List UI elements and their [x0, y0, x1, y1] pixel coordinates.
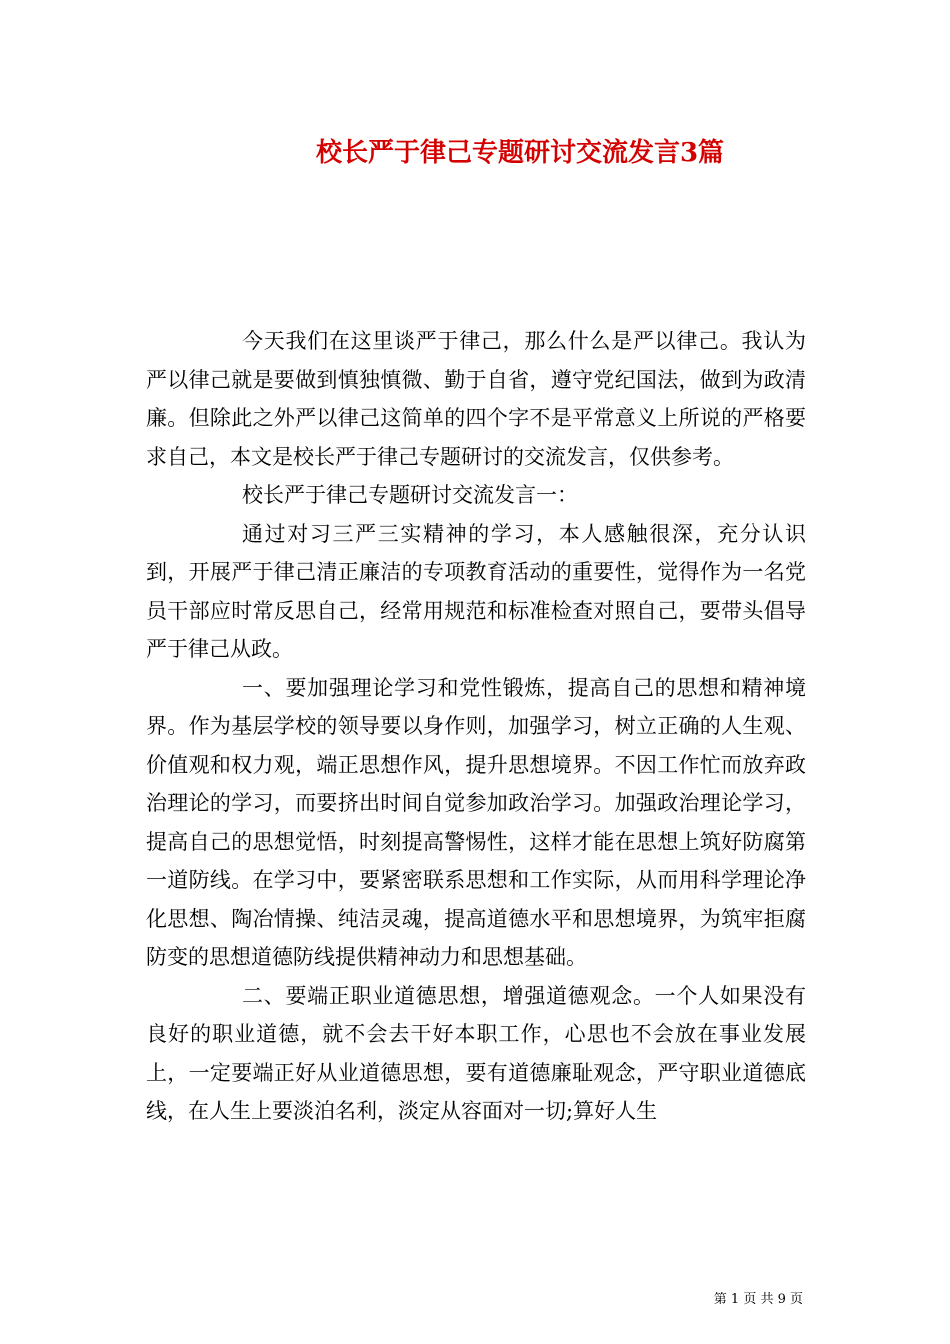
page-number-footer: 第 1 页 共 9 页	[713, 1292, 803, 1307]
body-paragraph: 一、要加强理论学习和党性锻炼，提高自己的思想和精神境界。作为基层学校的领导要以身作则，加强学习，树立正确的人生观、价值观和权力观，端正思想作风，提升思想境界。不因工作忙而放弃政治理论的学习，而要挤出时间自觉参加政治学习。加强政治理论学习，提高自己的思想觉悟，时刻提高警惕性，这样才能在思想上筑好防腐第一道防线。在学习中，要紧密联系思想和工作实际，从而用科学理论净化思想、陶冶情操、纯洁灵魂，提高道德水平和思想境界，为筑牢拒腐防变的思想道德防线提供精神动力和思想基础。	[146, 675, 806, 969]
intro-paragraph: 今天我们在这里谈严于律己，那么什么是严以律己。我认为严以律己就是要做到慎独慎微、勤于自省，遵守党纪国法，做到为政清廉。但除此之外严以律己这简单的四个字不是平常意义上所说的严格要求自己，本文是校长严于律己专题研讨的交流发言，仅供参考。	[146, 329, 806, 469]
section-heading: 校长严于律己专题研讨交流发言一：	[242, 483, 578, 507]
document-title: 校长严于律己专题研讨交流发言3篇	[315, 138, 725, 168]
body-paragraph: 通过对习三严三实精神的学习，本人感触很深，充分认识到，开展严于律己清正廉洁的专项教育活动的重要性，觉得作为一名党员干部应时常反思自己，经常用规范和标准检查对照自己，要带头倡导严于律己从政。	[146, 521, 806, 661]
document-body	[146, 322, 806, 1131]
body-paragraph: 二、要端正职业道德思想，增强道德观念。一个人如果没有良好的职业道德，就不会去干好本职工作，心思也不会放在事业发展上，一定要端正好从业道德思想，要有道德廉耻观念，严守职业道德底线，在人生上要淡泊名利，淡定从容面对一切;算好人生	[146, 983, 806, 1123]
